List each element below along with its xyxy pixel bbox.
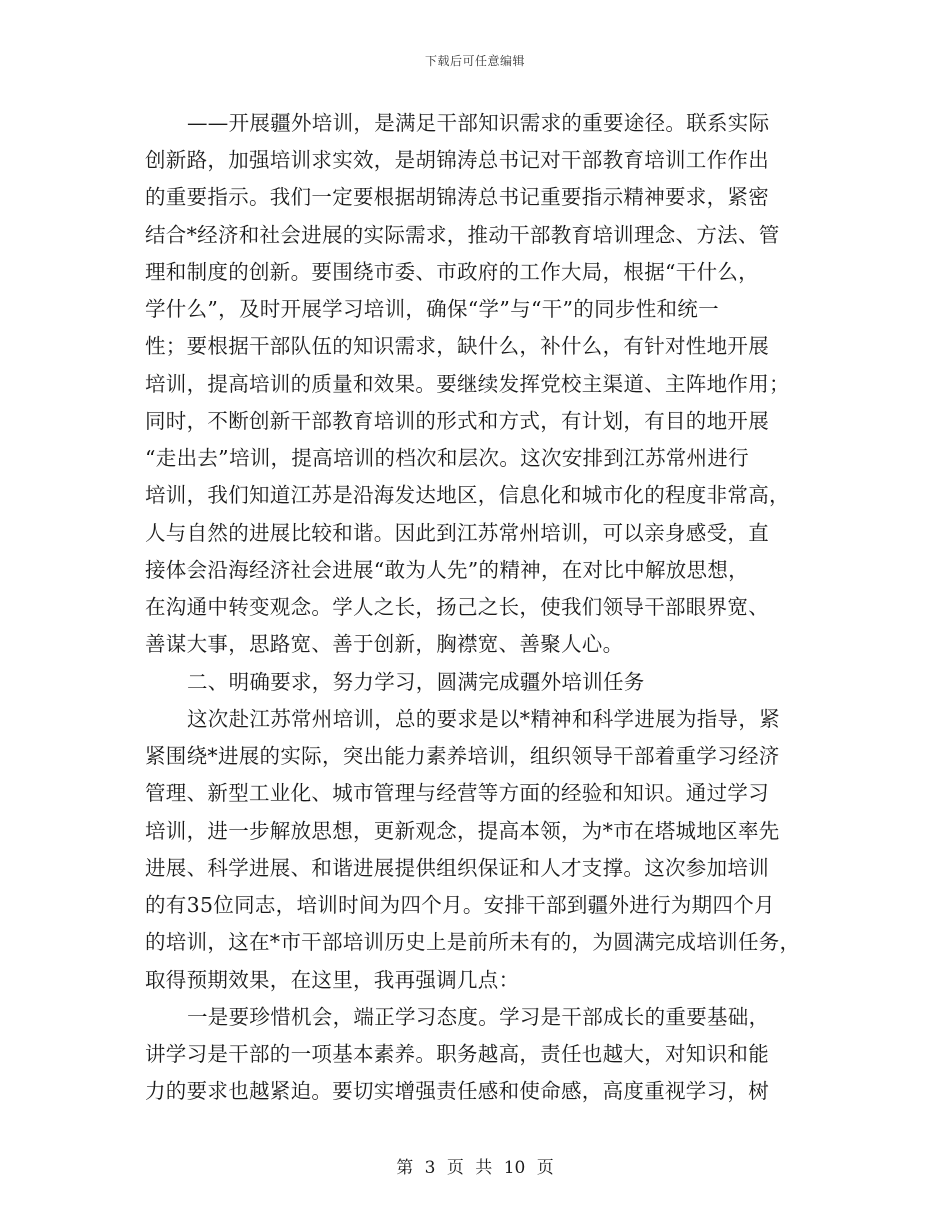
- text-line: 接体会沿海经济社会进展“敢为人先”的精神，在对比中解放思想，: [145, 558, 749, 582]
- text-line: 善谋大事，思路宽、善于创新，胸襟宽、善聚人心。: [145, 632, 624, 656]
- text-line: 创新路，加强培训求实效，是胡锦涛总书记对干部教育培训工作作出: [145, 148, 769, 172]
- text-line: 的有35位同志，培训时间为四个月。安排干部到疆外进行为期四个月: [145, 893, 775, 917]
- text-line: 的培训，这在*市干部培训历史上是前所未有的，为圆满完成培训任务，: [145, 930, 801, 954]
- text-line: “走出去”培训，提高培训的档次和层次。这次安排到江苏常州进行: [145, 446, 749, 470]
- text-line: 的重要指示。我们一定要根据胡锦涛总书记重要指示精神要求，紧密: [145, 185, 769, 209]
- page-header-note: 下载后可任意编辑: [424, 54, 525, 68]
- text-line: 性；要根据干部队伍的知识需求，缺什么，补什么，有针对性地开展: [145, 334, 769, 358]
- text-line: 结合*经济和社会进展的实际需求，推动干部教育培训理念、方法、管: [145, 223, 780, 247]
- text-line: 紧围绕*进展的实际，突出能力素养培训，组织领导干部着重学习经济: [145, 744, 780, 768]
- text-line: 培训，我们知道江苏是沿海发达地区，信息化和城市化的程度非常高，: [145, 483, 790, 507]
- text-line: 一是要珍惜机会，端正学习态度。学习是干部成长的重要基础，: [187, 1005, 770, 1029]
- section-heading: 二、明确要求，努力学习，圆满完成疆外培训任务: [187, 670, 645, 694]
- text-line: 这次赴江苏常州培训，总的要求是以*精神和科学进展为指导，紧: [187, 707, 780, 731]
- text-line: 进展、科学进展、和谐进展提供组织保证和人才支撑。这次参加培训: [145, 856, 769, 880]
- text-line: 取得预期效果，在这里，我再强调几点：: [145, 968, 520, 992]
- text-line: 培训，进一步解放思想，更新观念，提高本领，为*市在塔城地区率先: [145, 819, 780, 843]
- text-line: 理和制度的创新。要围绕市委、市政府的工作大局，根据“干什么，: [145, 260, 759, 284]
- text-line: 学什么”，及时开展学习培训，确保“学”与“干”的同步性和统一: [145, 297, 719, 321]
- text-line: 管理、新型工业化、城市管理与经营等方面的经验和知识。通过学习: [145, 781, 769, 805]
- text-line: 同时，不断创新干部教育培训的形式和方式，有计划，有目的地开展: [145, 409, 769, 433]
- text-line: ——开展疆外培训，是满足干部知识需求的重要途径。联系实际: [187, 111, 770, 135]
- text-line: 讲学习是干部的一项基本素养。职务越高，责任也越大，对知识和能: [145, 1042, 769, 1066]
- text-line: 人与自然的进展比较和谐。因此到江苏常州培训，可以亲身感受，直: [145, 521, 769, 545]
- text-line: 力的要求也越紧迫。要切实增强责任感和使命感，高度重视学习，树: [145, 1079, 769, 1103]
- page-number-footer: 第 3 页 共 10 页: [396, 1158, 554, 1178]
- text-line: 在沟通中转变观念。学人之长，扬己之长，使我们领导干部眼界宽、: [145, 595, 769, 619]
- text-line: 培训，提高培训的质量和效果。要继续发挥党校主渠道、主阵地作用；: [145, 372, 790, 396]
